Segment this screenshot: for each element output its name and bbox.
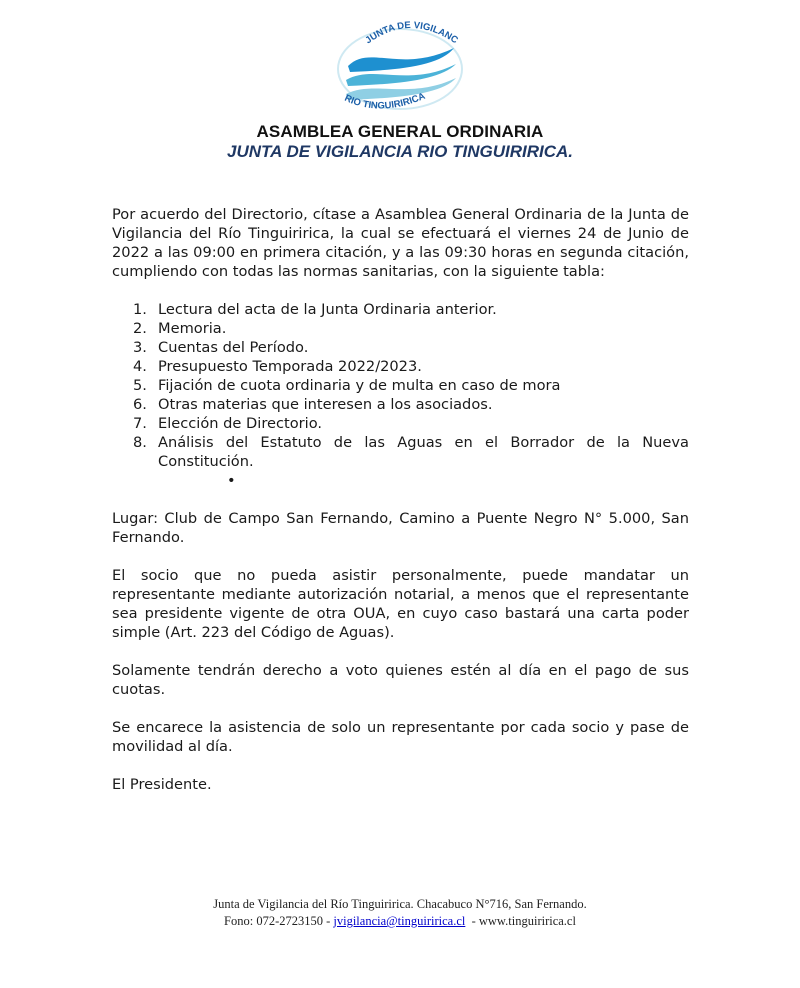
agenda-item — [133, 319, 689, 338]
voting-paragraph: Solamente tendrán derecho a voto quienes estén al día en el pago de sus cuotas. — [112, 662, 689, 698]
agenda-item-number: 8. — [133, 434, 147, 451]
logo-wave-dark — [348, 48, 454, 72]
agenda-item-number: 6. — [133, 396, 147, 413]
logo-top-text: JUNTA DE VIGILANC — [363, 19, 460, 47]
agenda-item — [133, 433, 689, 471]
footer-address: Junta de Vigilancia del Río Tinguiririca. Chacabuco N°716, San Fernando. — [213, 897, 587, 911]
agenda-item-number: 7. — [133, 415, 147, 432]
agenda-item — [133, 376, 689, 395]
agenda-item-text: Fijación de cuota ordinaria y de multa en caso de mora — [158, 377, 561, 394]
agenda-item-text: Lectura del acta de la Junta Ordinaria anterior. — [158, 301, 497, 318]
intro-paragraph: Por acuerdo del Directorio, cítase a Asamblea General Ordinaria de la Junta de Vigilancia del Río Tinguiririca, la cual se efectuará el viernes 24 de Junio de 2022 a las 09:00 en primera citación, y a las 09:30 horas en segunda citación, cumpliendo con todas las normas sanitarias, con la siguiente tabla: — [112, 206, 689, 280]
location-paragraph: Lugar: Club de Campo San Fernando, Camino a Puente Negro N° 5.000, San Fernando. — [112, 510, 689, 546]
agenda-item-text: Memoria. — [158, 320, 227, 337]
agenda-item-text: Presupuesto Temporada 2022/2023. — [158, 358, 422, 375]
footer-contact — [0, 913, 800, 930]
footer-phone: Fono: 072-2723150 - — [224, 914, 334, 928]
signature: El Presidente. — [112, 776, 212, 793]
agenda-item-number: 4. — [133, 358, 147, 375]
organization-logo — [330, 14, 470, 118]
wave-logo-icon — [330, 14, 470, 118]
spacer — [112, 490, 689, 509]
agenda-item — [133, 300, 689, 319]
agenda-item-text: Otras materias que interesen a los asociados. — [158, 396, 493, 413]
proxy-paragraph: El socio que no pueda asistir personalmente, puede mandatar un representante mediante autorización notarial, a menos que el representante sea presidente vigente de otra OUA, en cuyo caso bastará una carta poder simple (Art. 223 del Código de Aguas). — [112, 567, 689, 641]
agenda-item — [133, 395, 689, 414]
agenda-item-number: 1. — [133, 301, 147, 318]
agenda-item-number: 5. — [133, 377, 147, 394]
agenda-item-text: Elección de Directorio. — [158, 415, 323, 432]
attendance-paragraph: Se encarece la asistencia de solo un representante por cada socio y pase de movilidad al día. — [112, 719, 689, 755]
agenda-item-text: Cuentas del Período. — [158, 339, 309, 356]
logo-bottom-text: RIO TINGUIRIRICA — [342, 90, 427, 112]
empty-bullet-line — [112, 471, 689, 490]
agenda-list — [112, 300, 689, 471]
agenda-item — [133, 414, 689, 433]
agenda-item — [133, 357, 689, 376]
agenda-item-number: 2. — [133, 320, 147, 337]
document-body — [112, 205, 689, 813]
footer-email-link[interactable]: jvigilancia@tinguiririca.cl — [333, 914, 466, 928]
document-subtitle: JUNTA DE VIGILANCIA RIO TINGUIRIRICA. — [227, 142, 573, 161]
footer-website: - www.tinguiririca.cl — [465, 914, 576, 928]
agenda-item-text: Análisis del Estatuto de las Aguas en el Borrador de la Nueva Constitución. — [158, 434, 689, 470]
document-title: ASAMBLEA GENERAL ORDINARIA — [256, 122, 544, 141]
agenda-item — [133, 338, 689, 357]
bullet-dot-icon: • — [227, 472, 236, 489]
document-footer — [0, 896, 800, 930]
agenda-item-number: 3. — [133, 339, 147, 356]
document-header — [0, 122, 800, 162]
